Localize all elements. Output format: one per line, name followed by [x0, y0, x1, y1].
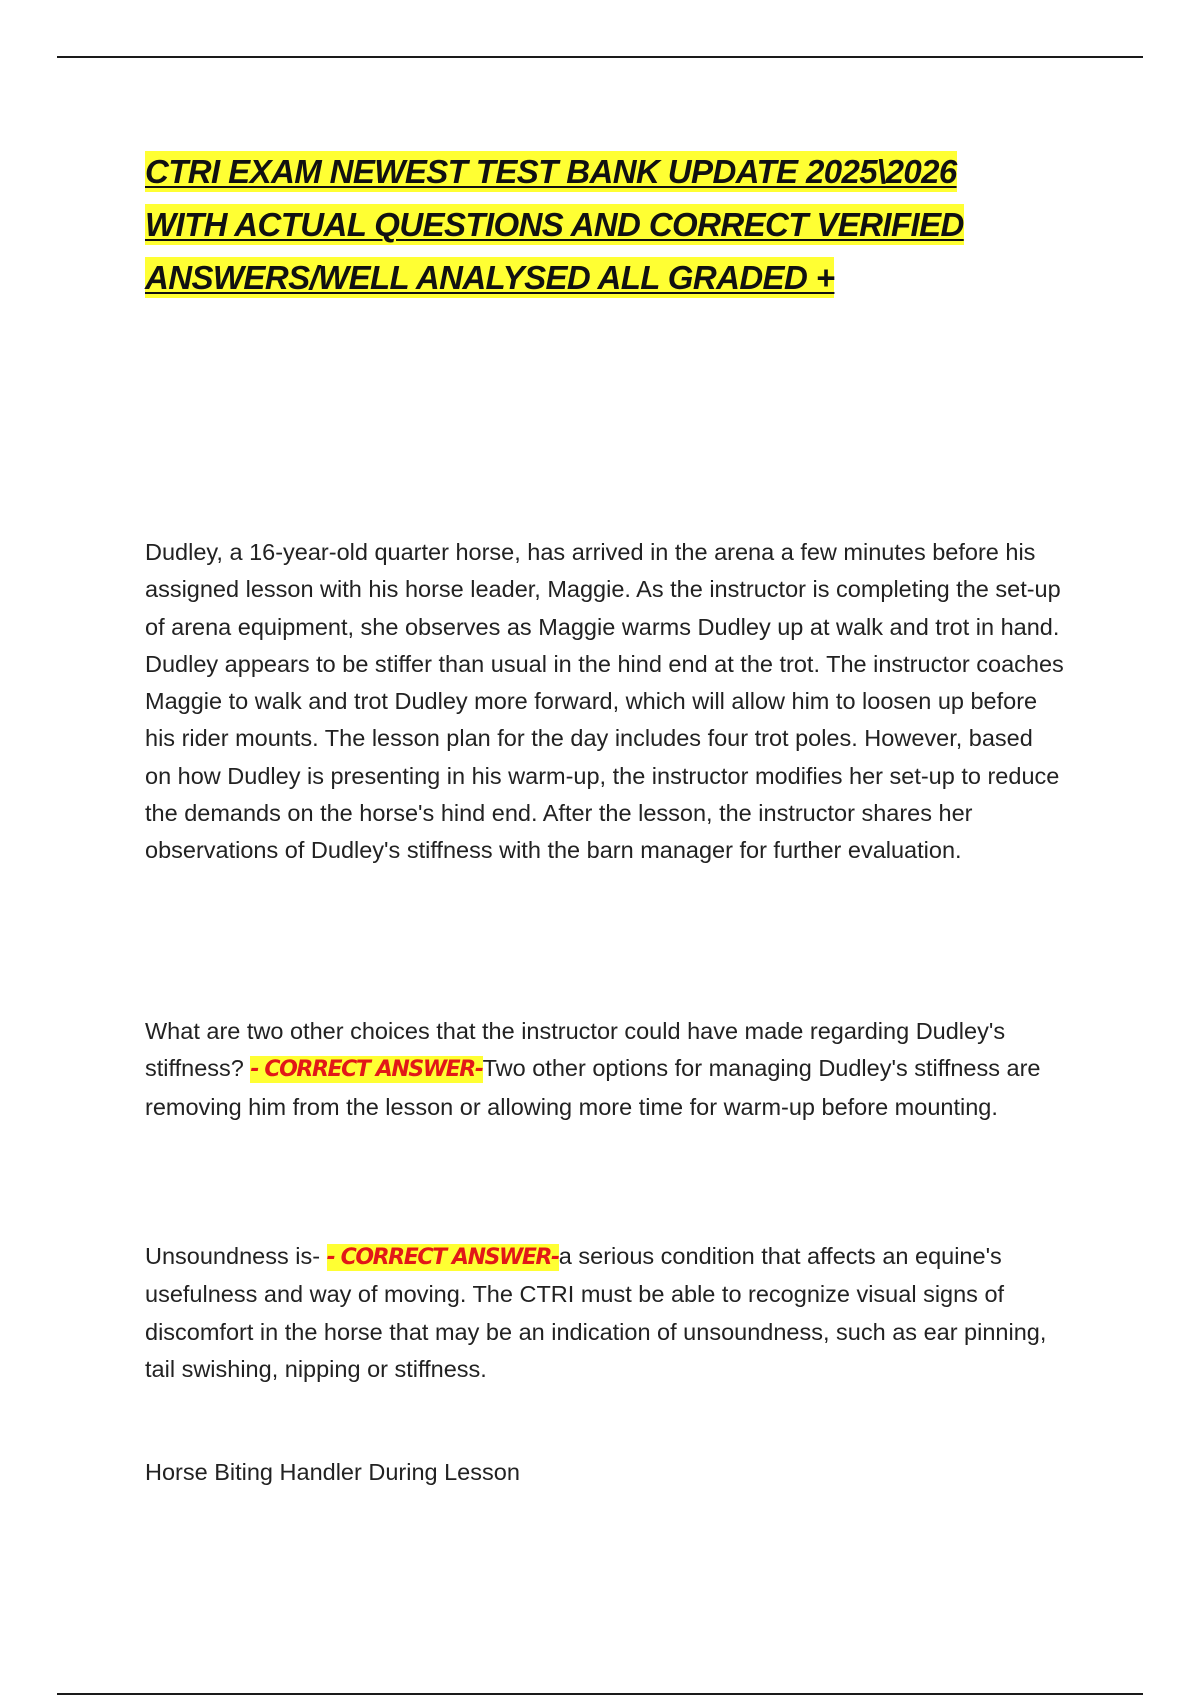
correct-answer-tag: - CORRECT ANSWER- — [326, 1245, 559, 1270]
answer-text: Two other options for managing Dudley's stiffness are removing him from the lesson or allowing more time for warm-up before mounting. — [145, 1055, 1041, 1120]
next-topic-heading: Horse Biting Handler During Lesson — [145, 1459, 520, 1485]
correct-answer-tag: - CORRECT ANSWER- — [250, 1057, 483, 1083]
question-text: What are two other choices that the instructor could have made regarding Dudley's stiffness? — [145, 1018, 1006, 1082]
qa-item-unsoundness — [145, 1238, 1065, 1388]
document-title-text: CTRI EXAM NEWEST TEST BANK UPDATE 2025\2026 WITH ACTUAL QUESTIONS AND CORRECT VERIFIED ANSWERS/WELL ANALYSED ALL GRADED + — [145, 153, 964, 296]
scenario-paragraph: Dudley, a 16-year-old quarter horse, has arrived in the arena a few minutes before his assigned lesson with his horse leader, Maggie. As the instructor is completing the set-up of arena equipment, she observes as Maggie warms Dudley up at walk and trot in hand. Dudley appears to be stiffer than usual in the hind end at the trot. The instructor coaches Maggie to walk and trot Dudley more forward, which will allow him to loosen up before his rider mounts. The lesson plan for the day includes four trot poles. However, based on how Dudley is presenting in his warm-up, the instructor modifies her set-up to reduce the demands on the horse's hind end. After the lesson, the instructor shares her observations of Dudley's stiffness with the barn manager for further evaluation. — [145, 539, 1064, 864]
top-rule — [57, 56, 1143, 58]
bottom-rule — [57, 1693, 1143, 1695]
answer-text: a serious condition that affects an equine's usefulness and way of moving. The CTRI must be able to recognize visual signs of discomfort in the horse that may be an indication of unsoundness, such as ear pinning, tail swishing, nipping or stiffness. — [145, 1243, 1047, 1382]
question-text: Unsoundness is- — [145, 1243, 327, 1269]
qa-item-stiffness-choices — [145, 1013, 1065, 1126]
document-title — [145, 145, 1045, 304]
